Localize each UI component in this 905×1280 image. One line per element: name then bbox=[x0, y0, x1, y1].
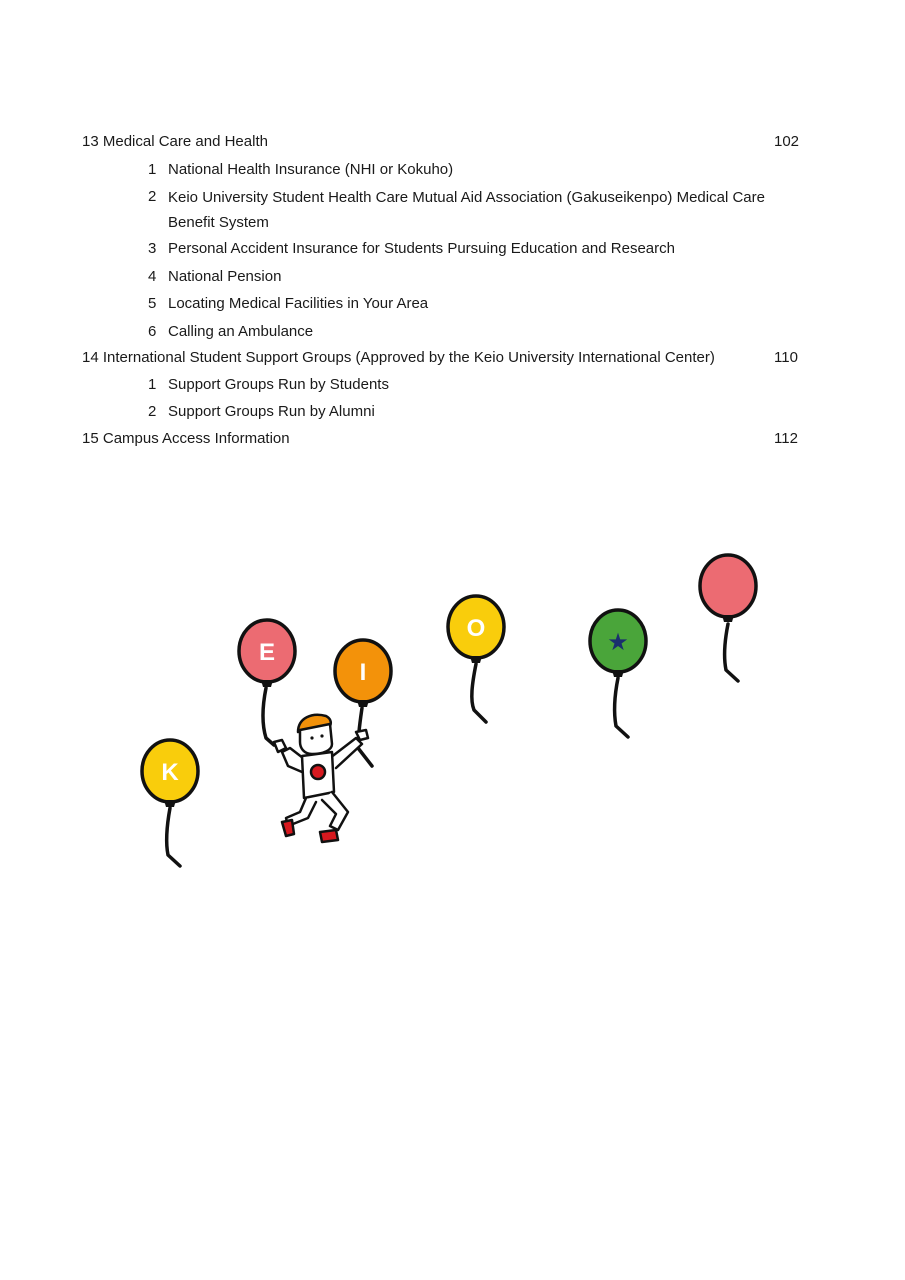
item-title: Support Groups Run by Students bbox=[168, 376, 389, 393]
item-number: 1 bbox=[148, 376, 157, 393]
section-number: 13 bbox=[82, 133, 99, 150]
section-title: Campus Access Information bbox=[102, 430, 290, 447]
balloon-e bbox=[239, 620, 295, 687]
section-page-number: 112 bbox=[774, 430, 798, 447]
item-number: 2 bbox=[148, 403, 157, 420]
item-title: Personal Accident Insurance for Students Pursuing Education and Research bbox=[168, 240, 675, 257]
item-number: 1 bbox=[148, 161, 157, 178]
item-number: 6 bbox=[148, 323, 157, 340]
balloon-letter: O bbox=[466, 615, 486, 642]
item-title: National Pension bbox=[168, 268, 282, 285]
section-page-number: 110 bbox=[774, 349, 798, 366]
item-number: 2 bbox=[148, 188, 157, 205]
item-number: 3 bbox=[148, 240, 157, 257]
balloon-string bbox=[263, 688, 274, 745]
balloon-string bbox=[167, 808, 180, 866]
item-title: Calling an Ambulance bbox=[168, 323, 314, 340]
section-title: Medical Care and Health bbox=[102, 133, 268, 150]
balloon-character bbox=[274, 715, 368, 842]
section-number: 15 bbox=[82, 430, 99, 447]
balloon-string bbox=[615, 678, 628, 737]
item-title: Keio University Student Health Care Mutual Aid Association (Gakuseikenpo) Medical Care Benefit System bbox=[168, 189, 765, 231]
section-page-number: 102 bbox=[774, 133, 800, 150]
balloon-i bbox=[335, 640, 391, 707]
item-number: 5 bbox=[148, 295, 157, 312]
balloon-letter: E bbox=[258, 639, 276, 666]
item-title: Locating Medical Facilities in Your Area bbox=[168, 295, 429, 312]
balloon-string bbox=[472, 664, 486, 722]
balloon-letter: I bbox=[359, 659, 367, 686]
star-icon: ★ bbox=[607, 628, 629, 656]
section-number: 14 bbox=[82, 349, 99, 366]
item-title: National Health Insurance (NHI or Kokuho) bbox=[168, 161, 454, 178]
balloon-k bbox=[142, 740, 198, 807]
section-title: International Student Support Groups (Approved by the Keio University International Center) bbox=[102, 349, 715, 366]
balloon-letter: K bbox=[161, 759, 179, 786]
balloon-string bbox=[725, 624, 738, 681]
item-number: 4 bbox=[148, 268, 157, 285]
balloon-plain bbox=[700, 555, 756, 622]
item-title: Support Groups Run by Alumni bbox=[168, 403, 375, 420]
balloon-o bbox=[448, 596, 504, 663]
balloon-star bbox=[590, 610, 646, 677]
